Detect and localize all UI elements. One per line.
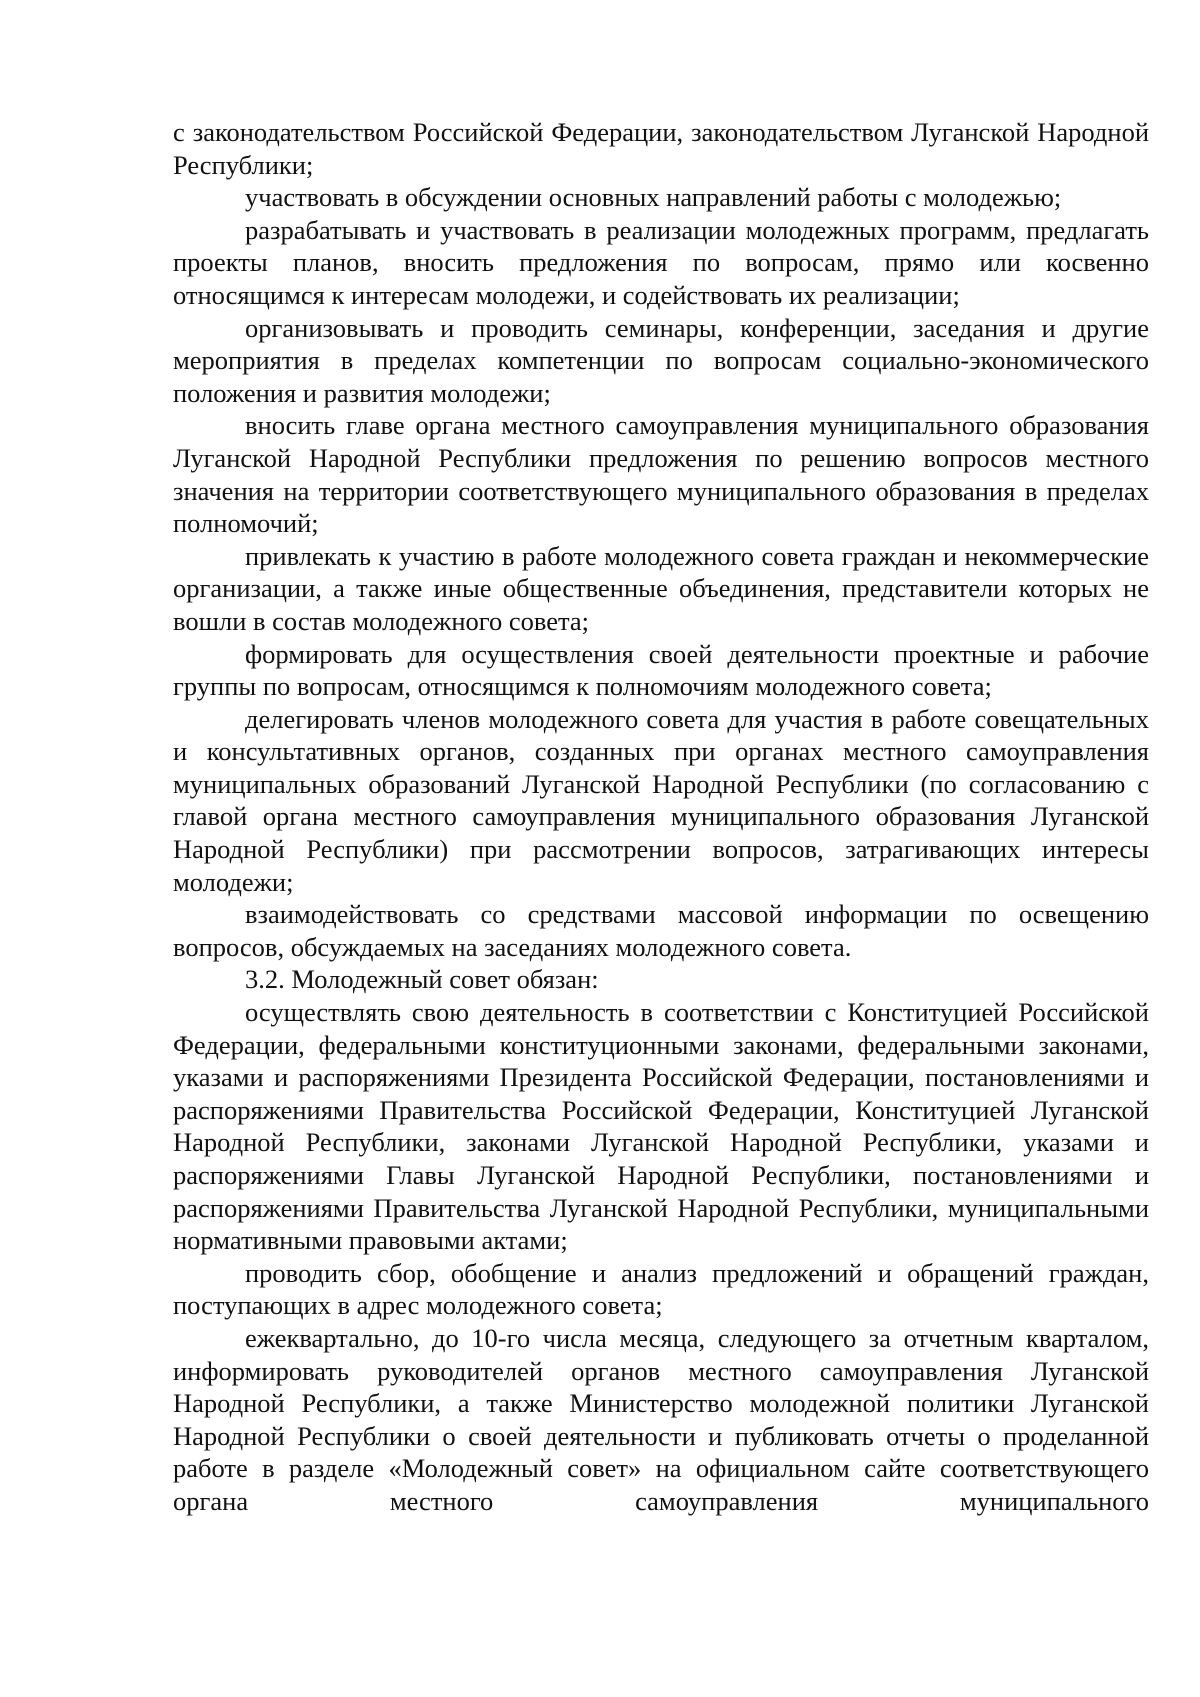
paragraph-discuss-directions: участвовать в обсуждении основных направлений работы с молодежью; <box>245 182 1062 213</box>
paragraph-involve-citizens: привлекать к участию в работе молодежного совета граждан и некоммерческие организации, а также иные общественные объединения, представители которых не вошли в состав молодежного совета; <box>173 540 1149 636</box>
section-heading-3-2: 3.2. Молодежный совет обязан: <box>245 964 599 995</box>
paragraph-act-in-accordance: осуществлять свою деятельность в соответствии с Конституцией Российской Федерации, федеральными конституционными законами, федеральными законами, указами и распоряжениями Президента Российской Федерации, постановлениями и распоряжениями Правительства Российской Федерации, Конституцией Луганской Народной Республики, законами Луганской Народной Республики, указами и распоряжениями Главы Луганской Народной Республики, постановлениями и распоряжениями Правительства Луганской Народной Республики, муниципальными нормативными правовыми актами; <box>173 997 1149 1256</box>
document-body <box>173 116 1149 1518</box>
paragraph-quarterly-reporting: ежеквартально, до 10-го числа месяца, следующего за отчетным кварталом, информировать руководителей органов местного самоуправления Луганской Народной Республики, а также Министерство молодежной политики Луганской Народной Республики о своей деятельности и публиковать отчеты о проделанной работе в разделе «Молодежный совет» на официальном сайте соответствующего органа местного самоуправления муниципального <box>173 1322 1149 1516</box>
paragraph-submit-proposals: вносить главе органа местного самоуправления муниципального образования Луганской Народной Республики предложения по решению вопросов местного значения на территории соответствующего муниципального образования в пределах полномочий; <box>173 410 1149 539</box>
paragraph-form-groups: формировать для осуществления своей деятельности проектные и рабочие группы по вопросам, относящимся к полномочиям молодежного совета; <box>173 638 1149 702</box>
paragraph-collect-proposals: проводить сбор, обобщение и анализ предложений и обращений граждан, поступающих в адрес молодежного совета; <box>173 1257 1149 1321</box>
paragraph-develop-programs: разрабатывать и участвовать в реализации молодежных программ, предлагать проекты планов, вносить предложения по вопросам, прямо или косвенно относящимся к интересам молодежи, и содействовать их реализации; <box>173 214 1149 310</box>
paragraph-organize-seminars: организовывать и проводить семинары, конференции, заседания и другие мероприятия в пределах компетенции по вопросам социально-экономического положения и развития молодежи; <box>173 312 1149 408</box>
paragraph-interact-media: взаимодействовать со средствами массовой информации по освещению вопросов, обсуждаемых на заседаниях молодежного совета. <box>173 899 1149 962</box>
paragraph-delegate-members: делегировать членов молодежного совета для участия в работе совещательных и консультативных органов, созданных при органах местного самоуправления муниципальных образований Луганской Народной Республики (по согласованию с главой органа местного самоуправления муниципального образования Луганской Народной Республики) при рассмотрении вопросов, затрагивающих интересы молодежи; <box>173 703 1149 897</box>
paragraph-legislation-continuation: с законодательством Российской Федерации, законодательством Луганской Народной Республики; <box>173 117 1149 180</box>
